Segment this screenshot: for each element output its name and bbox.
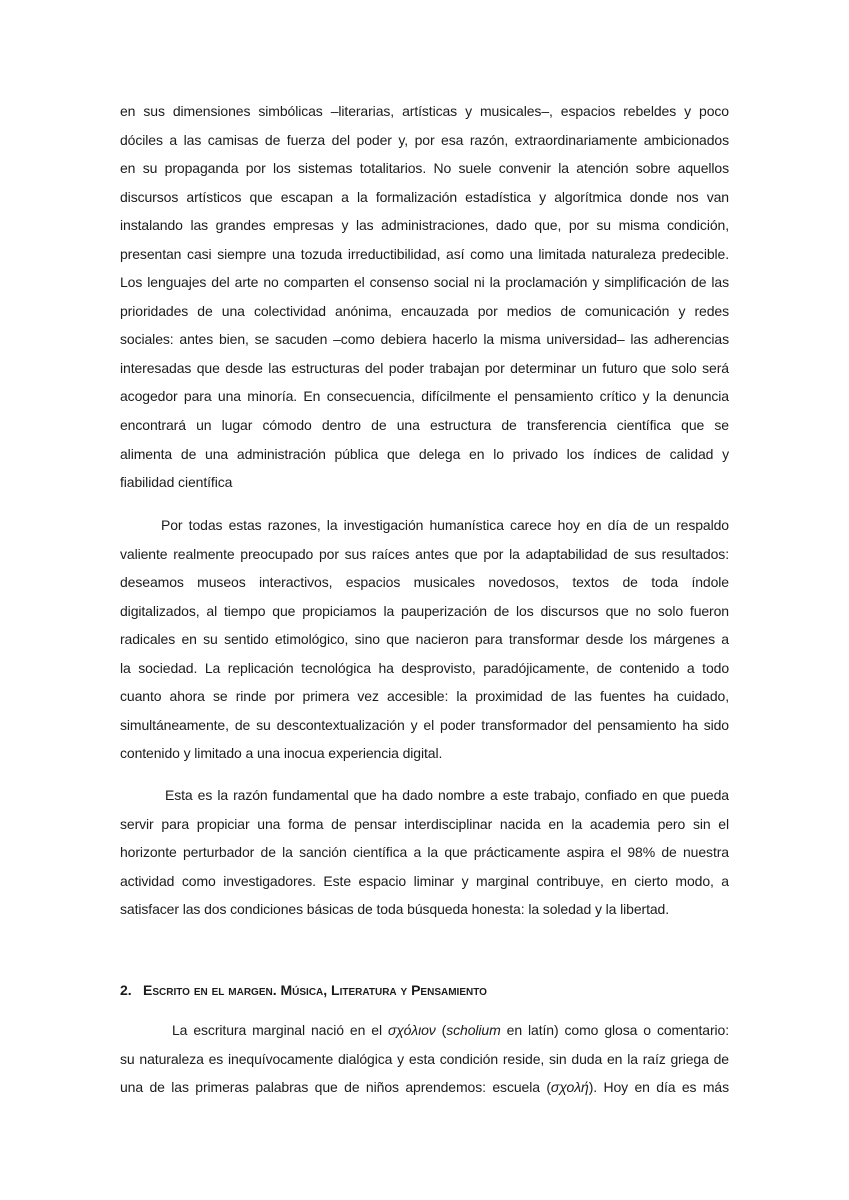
text-line: satisfacer las dos condiciones básicas de toda búsqueda honesta: la soledad y la libertad. xyxy=(120,901,670,918)
text-line: cuanto ahora se rinde por primera vez accesible: la proximidad de las fuentes ha cuidado, xyxy=(120,688,729,705)
text-line xyxy=(120,1016,729,1045)
text-line: alimenta de una administración pública que delega en lo privado los índices de calidad y xyxy=(120,445,729,462)
section-number: 2. xyxy=(120,982,132,998)
text-line: fiabilidad científica xyxy=(120,474,233,491)
section-title: Escrito en el margen. Música, Literatura y Pensamiento xyxy=(143,982,487,998)
paragraph xyxy=(120,781,729,924)
text-line: dóciles a las camisas de fuerza del poder y, por esa razón, extraordinariamente ambicionados xyxy=(120,131,729,148)
text-line: Los lenguajes del arte no comparten el consenso social ni la proclamación y simplificación de las xyxy=(120,274,729,291)
text-line: contenido y limitado a una inocua experiencia digital. xyxy=(120,745,443,762)
text-line: en sus dimensiones simbólicas –literarias, artísticas y musicales–, espacios rebeldes y poco xyxy=(120,103,729,119)
greek-term: σχολή xyxy=(550,1079,589,1096)
paragraph xyxy=(120,511,729,768)
text-line: servir para propiciar una forma de pensar interdisciplinar nacida en la academia pero sin el xyxy=(120,815,729,832)
text-line: digitalizados, al tiempo que propiciamos la pauperización de los discursos que no solo fueron xyxy=(120,602,729,619)
text-line: instalando las grandes empresas y las administraciones, dado que, por su misma condición, xyxy=(120,217,729,234)
paragraph xyxy=(120,1016,729,1102)
text-line: en su propaganda por los sistemas totalitarios. No suele convenir la atención sobre aquellos xyxy=(120,160,729,177)
section-heading xyxy=(120,976,487,1005)
text-line xyxy=(120,1073,729,1102)
text-line: presentan casi siempre una tozuda irreductibilidad, así como una limitada naturaleza predecible. xyxy=(120,245,729,262)
text-line: interesadas que desde las estructuras del poder trabajan por determinar un futuro que solo será xyxy=(120,359,729,376)
text-line: Por todas estas razones, la investigación humanística carece hoy en día de un respaldo xyxy=(161,517,729,533)
text-line: radicales en su sentido etimológico, sino que nacieron para transformar desde los márgenes a xyxy=(120,631,729,648)
text-line: simultáneamente, de su descontextualización y el poder transformador del pensamiento ha sido xyxy=(120,716,729,733)
text-line: su naturaleza es inequívocamente dialógica y esta condición reside, sin duda en la raíz griega de xyxy=(120,1050,729,1067)
paragraph xyxy=(120,97,729,497)
text-line: discursos artísticos que escapan a la formalización estadística y algorítmica donde nos van xyxy=(120,188,729,205)
text-segment: en latín) como glosa o comentario: xyxy=(500,1022,729,1038)
text-line: prioridades de una colectividad anónima, encauzada por medios de comunicación y redes xyxy=(120,302,729,319)
text-segment: La escritura marginal nació en el xyxy=(172,1022,388,1038)
text-line: horizonte perturbador de la sanción científica a la que prácticamente aspira el 98% de nuestra xyxy=(120,844,729,861)
text-line: acogedor para una minoría. En consecuencia, difícilmente el pensamiento crítico y la denuncia xyxy=(120,388,729,405)
text-segment: ). Hoy en día es más xyxy=(588,1079,729,1096)
text-line: sociales: antes bien, se sacuden –como debiera hacerlo la misma universidad– las adherencias xyxy=(120,331,729,348)
text-line: la sociedad. La replicación tecnológica ha desprovisto, paradójicamente, de contenido a todo xyxy=(120,659,729,676)
text-line: Esta es la razón fundamental que ha dado nombre a este trabajo, confiado en que pueda xyxy=(165,787,729,803)
text-segment: ( xyxy=(435,1022,447,1038)
text-line: valiente realmente preocupado por sus raíces antes que por la adaptabilidad de sus resultados: xyxy=(120,545,729,562)
text-line: actividad como investigadores. Este espacio liminar y marginal contribuye, en cierto modo, a xyxy=(120,872,729,889)
text-line: deseamos museos interactivos, espacios musicales novedosos, textos de toda índole xyxy=(120,574,729,591)
text-line: encontrará un lugar cómodo dentro de una estructura de transferencia científica que se xyxy=(120,417,729,434)
greek-term: σχόλιον xyxy=(387,1022,436,1038)
text-segment: una de las primeras palabras que de niños aprendemos: escuela ( xyxy=(120,1079,551,1096)
latin-term: scholium xyxy=(446,1022,501,1038)
